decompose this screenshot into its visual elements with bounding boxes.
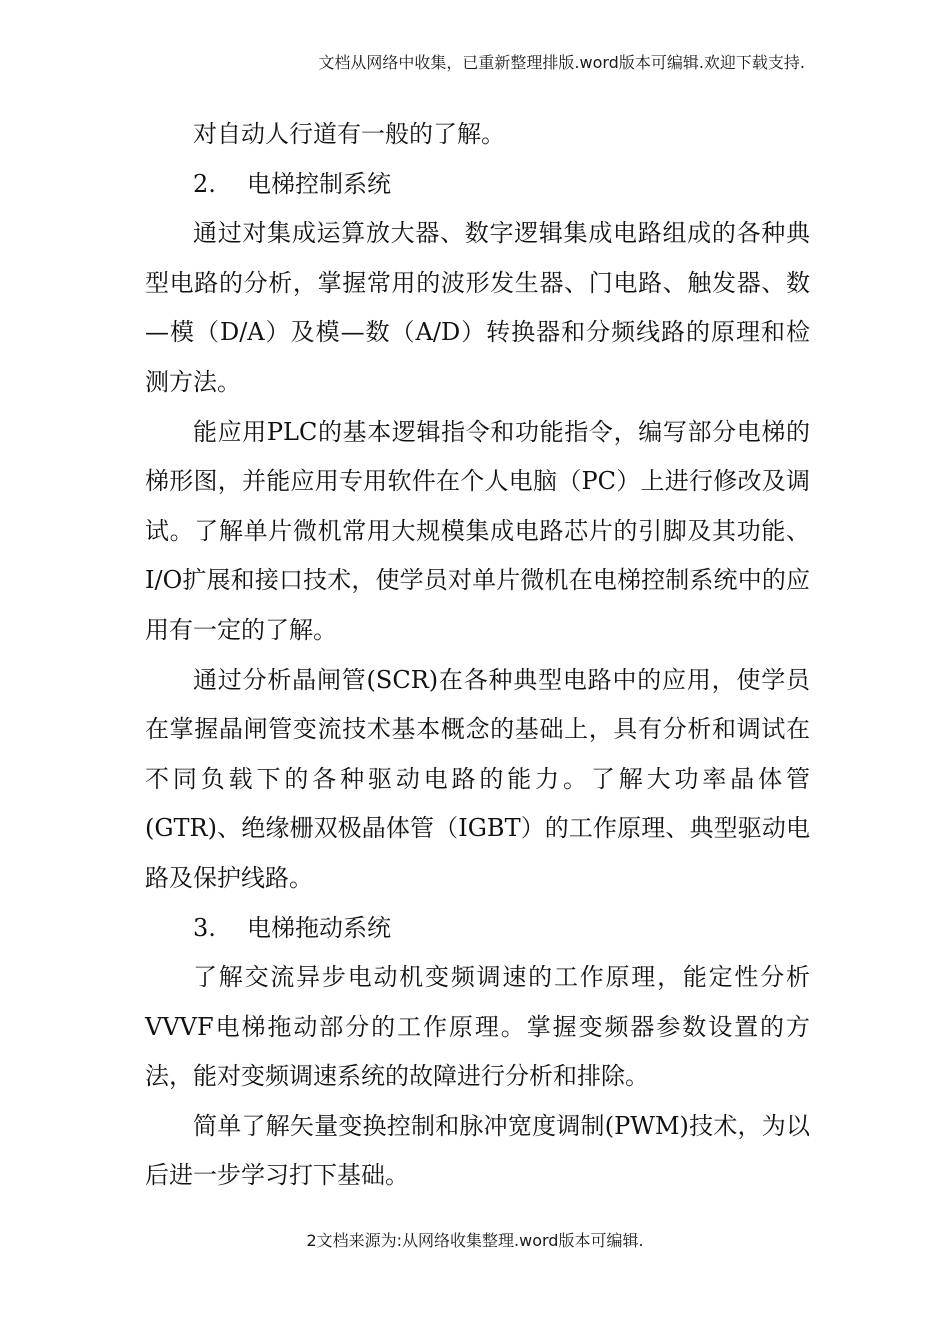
page-number: 2 [306, 1231, 317, 1250]
header-text: 文档从网络中收集，已重新整理排版.word版本可编辑.欢迎下载支持. [318, 53, 805, 72]
section-title: 电梯拖动系统 [247, 913, 391, 942]
section-title: 电梯控制系统 [247, 169, 391, 198]
section-heading-2 [145, 160, 810, 210]
paragraph: 通过分析晶闸管(SCR)在各种典型电路中的应用，使学员在掌握晶闸管变流技术基本概念的基础上，具有分析和调试在不同负载下的各种驱动电路的能力。了解大功率晶体管(GTR)、绝缘栅双极晶体管（IGBT）的工作原理、典型驱动电路及保护线路。 [145, 665, 810, 892]
paragraph: 简单了解矢量变换控制和脉冲宽度调制(PWM)技术，为以后进一步学习打下基础。 [145, 1111, 810, 1190]
paragraph-intro: 对自动人行道有一般的了解。 [193, 120, 505, 148]
section-number: 3. [193, 913, 216, 942]
footer-text: 文档来源为:从网络收集整理.word版本可编辑. [316, 1231, 644, 1250]
section-number: 2. [193, 169, 216, 198]
page-footer [0, 1228, 950, 1251]
paragraph: 了解交流异步电动机变频调速的工作原理，能定性分析VVVF电梯拖动部分的工作原理。掌握变频器参数设置的方法，能对变频调速系统的故障进行分析和排除。 [145, 963, 810, 1091]
section-heading-3 [145, 904, 810, 954]
page-header [0, 50, 805, 73]
paragraph: 通过对集成运算放大器、数字逻辑集成电路组成的各种典型电路的分析，掌握常用的波形发生器、门电路、触发器、数—模（D/A）及模—数（A/D）转换器和分频线路的原理和检测方法。 [145, 219, 810, 396]
document-body [145, 110, 810, 1201]
paragraph: 能应用PLC的基本逻辑指令和功能指令，编写部分电梯的梯形图，并能应用专用软件在个人电脑（PC）上进行修改及调试。了解单片微机常用大规模集成电路芯片的引脚及其功能、I/O扩展和接口技术，使学员对单片微机在电梯控制系统中的应用有一定的了解。 [145, 417, 810, 644]
